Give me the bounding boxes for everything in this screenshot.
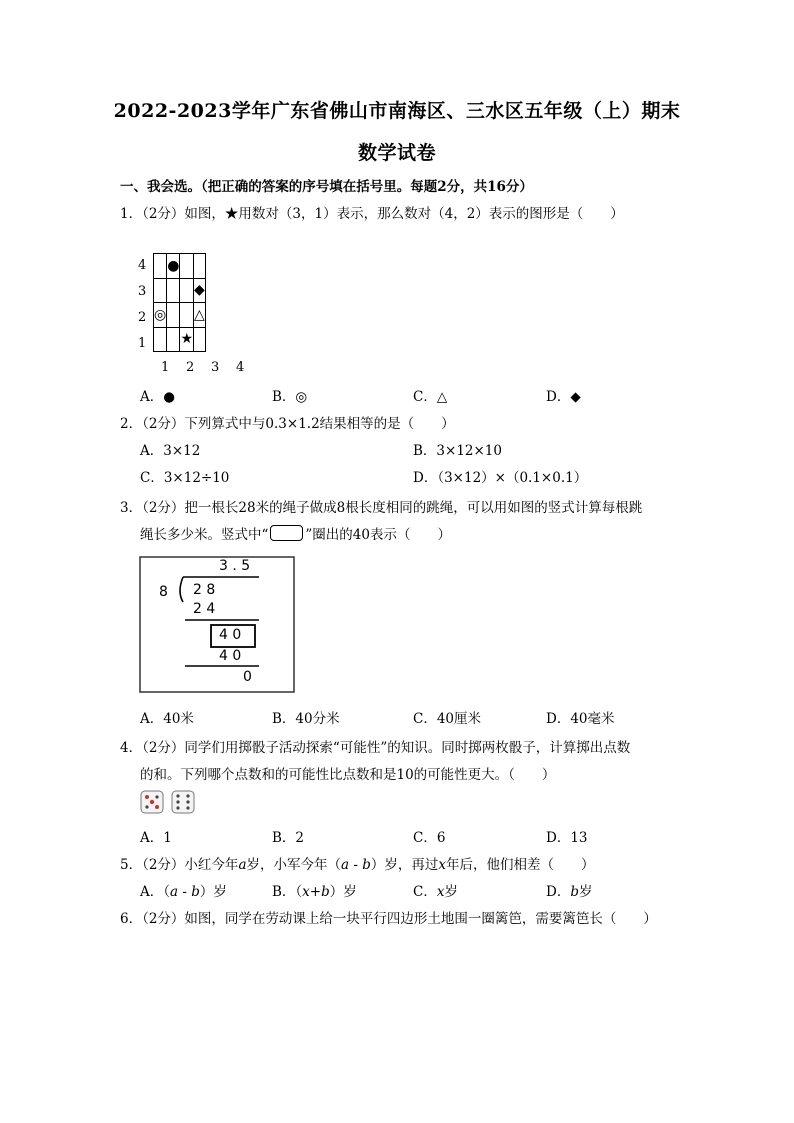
long-division-figure xyxy=(139,556,295,693)
q5-option-b-post: ）岁 xyxy=(329,884,357,900)
y-label: 2 xyxy=(138,310,147,325)
q3-option-b[interactable]: B．40分米 xyxy=(272,711,340,727)
x-label: 4 xyxy=(236,360,245,375)
q5-option-c[interactable] xyxy=(413,880,458,900)
grid-cell xyxy=(167,327,180,352)
q5-option-a[interactable] xyxy=(140,880,227,900)
q5-option-b-var: x+b xyxy=(302,884,330,900)
q5-stem-part2: 岁，小军今年（ xyxy=(246,857,341,873)
q5-option-c-pre: C． xyxy=(413,884,437,900)
q5-stem-part1: 5．（2分）小红今年 xyxy=(120,857,239,873)
grid-cell xyxy=(180,303,194,328)
q5-option-a-var: a - b xyxy=(170,884,200,900)
q5-option-c-var: x xyxy=(436,884,445,900)
q5-var-a: a xyxy=(238,857,247,873)
grid-cell xyxy=(194,327,206,352)
grid-cell xyxy=(180,278,194,303)
section-heading: 一、我会选。（把正确的答案的序号填在括号里。每题2分，共16分） xyxy=(120,179,533,195)
question-6-stem: 6．（2分）如图，同学在劳动课上给一块平行四边形土地围一圈篱笆，需要篱笆长（ ） xyxy=(120,911,657,927)
q5-stem-part4: 年后，他们相差（ ） xyxy=(445,857,595,873)
q3-option-d[interactable]: D．40毫米 xyxy=(546,711,615,727)
q5-stem-part3: ）岁，再过 xyxy=(370,857,439,873)
rounded-box-icon xyxy=(270,525,303,541)
q5-option-b[interactable] xyxy=(272,880,357,900)
grid-cell xyxy=(154,254,167,279)
q2-option-a[interactable]: A．3×12 xyxy=(140,443,201,459)
exam-title-line1: 2022-2023学年广东省佛山市南海区、三水区五年级（上）期末 xyxy=(113,100,681,122)
grid-cell xyxy=(194,254,206,279)
grid-cell: ★ xyxy=(180,327,194,352)
y-label: 3 xyxy=(138,284,147,299)
q4-option-c[interactable]: C．6 xyxy=(413,830,446,846)
grid-cell xyxy=(154,327,167,352)
x-label: 2 xyxy=(186,360,195,375)
x-label: 3 xyxy=(211,360,220,375)
q1-option-c[interactable]: C．△ xyxy=(413,389,448,405)
grid-cell xyxy=(167,303,180,328)
q1-option-a[interactable]: A．● xyxy=(140,389,176,405)
q5-option-d-var: b xyxy=(570,884,579,900)
question-2-stem: 2．（2分）下列算式中与0.3×1.2结果相等的是（ ） xyxy=(120,416,455,432)
q2-option-b[interactable]: B．3×12×10 xyxy=(413,443,502,459)
question-1-stem: 1．（2分）如图，★用数对（3，1）表示，那么数对（4，2）表示的图形是（ ） xyxy=(120,206,624,222)
q3-option-c[interactable]: C．40厘米 xyxy=(413,711,482,727)
q3-stem-part2: ”圈出的40表示（ ） xyxy=(305,527,451,543)
grid-cell xyxy=(180,254,194,279)
q2-option-d[interactable]: D．（3×12）×（0.1×0.1） xyxy=(413,470,588,486)
q5-expr: a - b xyxy=(341,857,371,873)
q5-option-b-pre: B．（ xyxy=(272,884,303,900)
grid-cell: ◆ xyxy=(194,278,206,303)
step-3: 4 0 xyxy=(219,648,242,664)
q5-var-x: x xyxy=(438,857,446,873)
q4-option-a[interactable]: A．1 xyxy=(140,830,172,846)
x-label: 1 xyxy=(161,360,170,375)
dice-pair xyxy=(139,788,199,820)
question-4-stem-line1: 4．（2分）同学们用掷骰子活动探索“可能性”的知识。同时掷两枚骰子，计算掷出点数 xyxy=(120,740,631,756)
exam-title-line2: 数学试卷 xyxy=(357,142,436,164)
q5-option-a-pre: A．（ xyxy=(140,884,170,900)
q4-option-d[interactable]: D．13 xyxy=(546,830,588,846)
q5-option-d[interactable] xyxy=(546,880,592,900)
y-label: 4 xyxy=(138,258,147,273)
long-division-svg xyxy=(139,556,295,693)
step-1: 2 4 xyxy=(193,601,216,617)
remainder: 0 xyxy=(243,669,252,685)
q5-option-c-post: 岁 xyxy=(444,884,458,900)
q3-stem-part1: 绳长多少米。竖式中“ xyxy=(140,527,269,543)
divisor: 8 xyxy=(159,584,168,600)
question-4-stem-line2: 的和。下列哪个点数和的可能性比点数和是10的可能性更大。（ ） xyxy=(140,767,556,783)
grid-cell xyxy=(167,278,180,303)
dividend: 2 8 xyxy=(193,582,216,598)
q2-option-c[interactable]: C．3×12÷10 xyxy=(140,470,230,486)
grid-table xyxy=(153,253,206,352)
grid-cell xyxy=(154,278,167,303)
question-5-stem xyxy=(120,853,594,873)
grid-cell: △ xyxy=(194,303,206,328)
q5-option-d-post: 岁 xyxy=(578,884,593,900)
q5-option-a-post: ）岁 xyxy=(199,884,227,900)
q3-option-a[interactable]: A．40米 xyxy=(140,711,194,727)
grid-cell: ● xyxy=(167,254,180,279)
dice-icon xyxy=(139,788,199,816)
y-label: 1 xyxy=(138,336,147,351)
step-2-circled: 4 0 xyxy=(219,627,242,643)
question-3-stem-line1: 3．（2分）把一根长28米的绳子做成8根长度相同的跳绳，可以用如图的竖式计算每根跳 xyxy=(120,500,643,516)
q1-option-d[interactable]: D．◆ xyxy=(546,389,581,405)
question-3-stem-line2 xyxy=(140,523,451,543)
grid-cell: ◎ xyxy=(154,303,167,328)
q5-option-d-pre: D． xyxy=(546,884,571,900)
quotient: 3 . 5 xyxy=(219,558,251,574)
q4-option-b[interactable]: B．2 xyxy=(272,830,305,846)
q1-option-b[interactable]: B．◎ xyxy=(272,389,308,405)
